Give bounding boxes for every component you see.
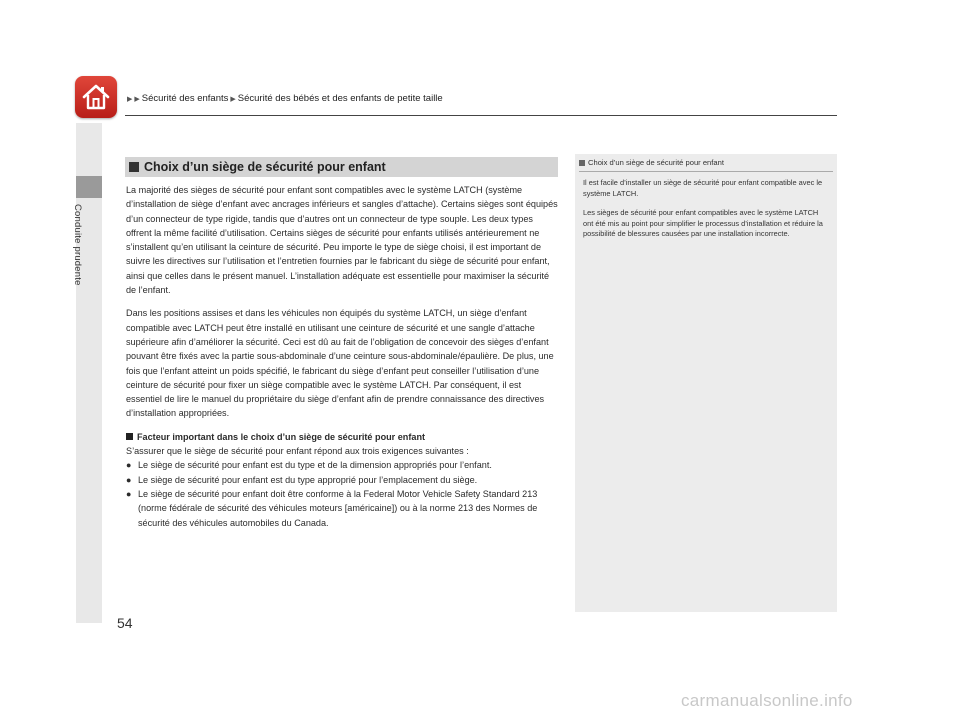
list-item: [126, 473, 558, 487]
page-number: 54: [117, 615, 133, 631]
side-note-title: Choix d’un siège de sécurité pour enfant: [588, 158, 724, 167]
home-icon: [81, 83, 111, 111]
side-note-paragraph: Il est facile d’installer un siège de sécurité pour enfant compatible avec le système LATCH.: [583, 178, 823, 198]
subheading: [126, 430, 558, 444]
list-item: [126, 487, 558, 530]
side-note-panel: [575, 154, 837, 612]
list-item: [126, 458, 558, 472]
breadcrumb-item-infant-safety[interactable]: Sécurité des bébés et des enfants de petite taille: [237, 93, 443, 104]
chapter-label: Conduite prudente: [72, 204, 83, 286]
list-item-text: Le siège de sécurité pour enfant est du type et de la dimension appropriés pour l’enfant.: [138, 460, 492, 471]
watermark: carmanualsonline.info: [681, 691, 853, 710]
chapter-tab-strip: [76, 123, 102, 623]
home-button[interactable]: [75, 76, 117, 118]
section-heading: [125, 157, 558, 177]
subheading-text: Facteur important dans le choix d’un siège de sécurité pour enfant: [137, 431, 426, 442]
chapter-tab-marker[interactable]: [76, 176, 102, 198]
triangle-right-icon: ▶: [230, 95, 236, 103]
bullet-icon: ●: [126, 474, 132, 485]
square-bullet-icon: [129, 162, 139, 172]
breadcrumb-item-child-safety[interactable]: Sécurité des enfants: [141, 93, 229, 104]
note-marker-icon: [579, 160, 585, 166]
body-paragraph: La majorité des sièges de sécurité pour enfant sont compatibles avec le système LATCH (système d’installation de siège d’enfant avec ancrages inférieurs et sangles d’attache). Certains sièges sont équipés d’un connecteur de type rigide, tandis que d’autres ont un connecteur de type souple. Les deux types offrent la même facilité d’utilisation. Certains sièges de sécurité pour enfants utilisés antérieurement ne s’installent qu’en utilisant la ceinture de sécurité. Peu importe le type de siège choisi, il est important de suivre les directives sur l’utilisation et l’entretien fournies par le fabricant du siège de sécurité pour enfant, ainsi que celles dans le présent manuel. L’installation adéquate est essentielle pour maximiser la sécurité de l’enfant.: [126, 185, 558, 296]
requirements-intro: S’assurer que le siège de sécurité pour enfant répond aux trois exigences suivantes :: [126, 446, 469, 457]
bullet-icon: ●: [126, 460, 132, 471]
side-note-body: [575, 172, 837, 240]
main-content: [126, 183, 558, 530]
side-note-heading: [575, 154, 837, 167]
list-item-text: Le siège de sécurité pour enfant doit être conforme à la Federal Motor Vehicle Safety Standard 213 (norme fédérale de sécurité des véhicules moteurs [américaine]) ou à la norme 213 des Normes de sécurité des véhicules automobiles du Canada.: [138, 488, 538, 528]
section-title: Choix d’un siège de sécurité pour enfant: [144, 160, 386, 174]
header-divider: [125, 115, 837, 116]
side-note-paragraph: Les sièges de sécurité pour enfant compatibles avec le système LATCH ont été mis au point pour simplifier le processus d’installation et réduire la possibilité de blessures causées par une installation incorrecte.: [583, 208, 823, 239]
bullet-icon: ●: [126, 488, 132, 499]
square-bullet-icon: [126, 433, 133, 440]
breadcrumb: [127, 93, 443, 104]
body-paragraph: Dans les positions assises et dans les véhicules non équipés du système LATCH, un siège d’enfant compatible avec LATCH peut être installé en utilisant une ceinture de sécurité et une sangle d’attache supérieure afin d’améliorer la sécurité. Ceci est dû au fait de l’obligation de concevoir des sièges d’enfant pouvant être fixés avec la partie sous-abdominale d’une ceinture sous-abdominale/épaulière. De plus, une fois que l’enfant atteint un poids spécifié, le fabricant du siège d’enfant peut conseiller l’utilisation d’une ceinture de sécurité pour fixer un siège compatible avec le système LATCH. Par conséquent, il est essentiel de lire le manuel du propriétaire du siège d’enfant afin de prendre connaissance des directives d’installation appropriées.: [126, 308, 554, 419]
triangle-right-icon: ▶: [127, 95, 133, 103]
triangle-right-icon: ▶: [134, 95, 140, 103]
list-item-text: Le siège de sécurité pour enfant est du type approprié pour l’emplacement du siège.: [138, 474, 478, 485]
